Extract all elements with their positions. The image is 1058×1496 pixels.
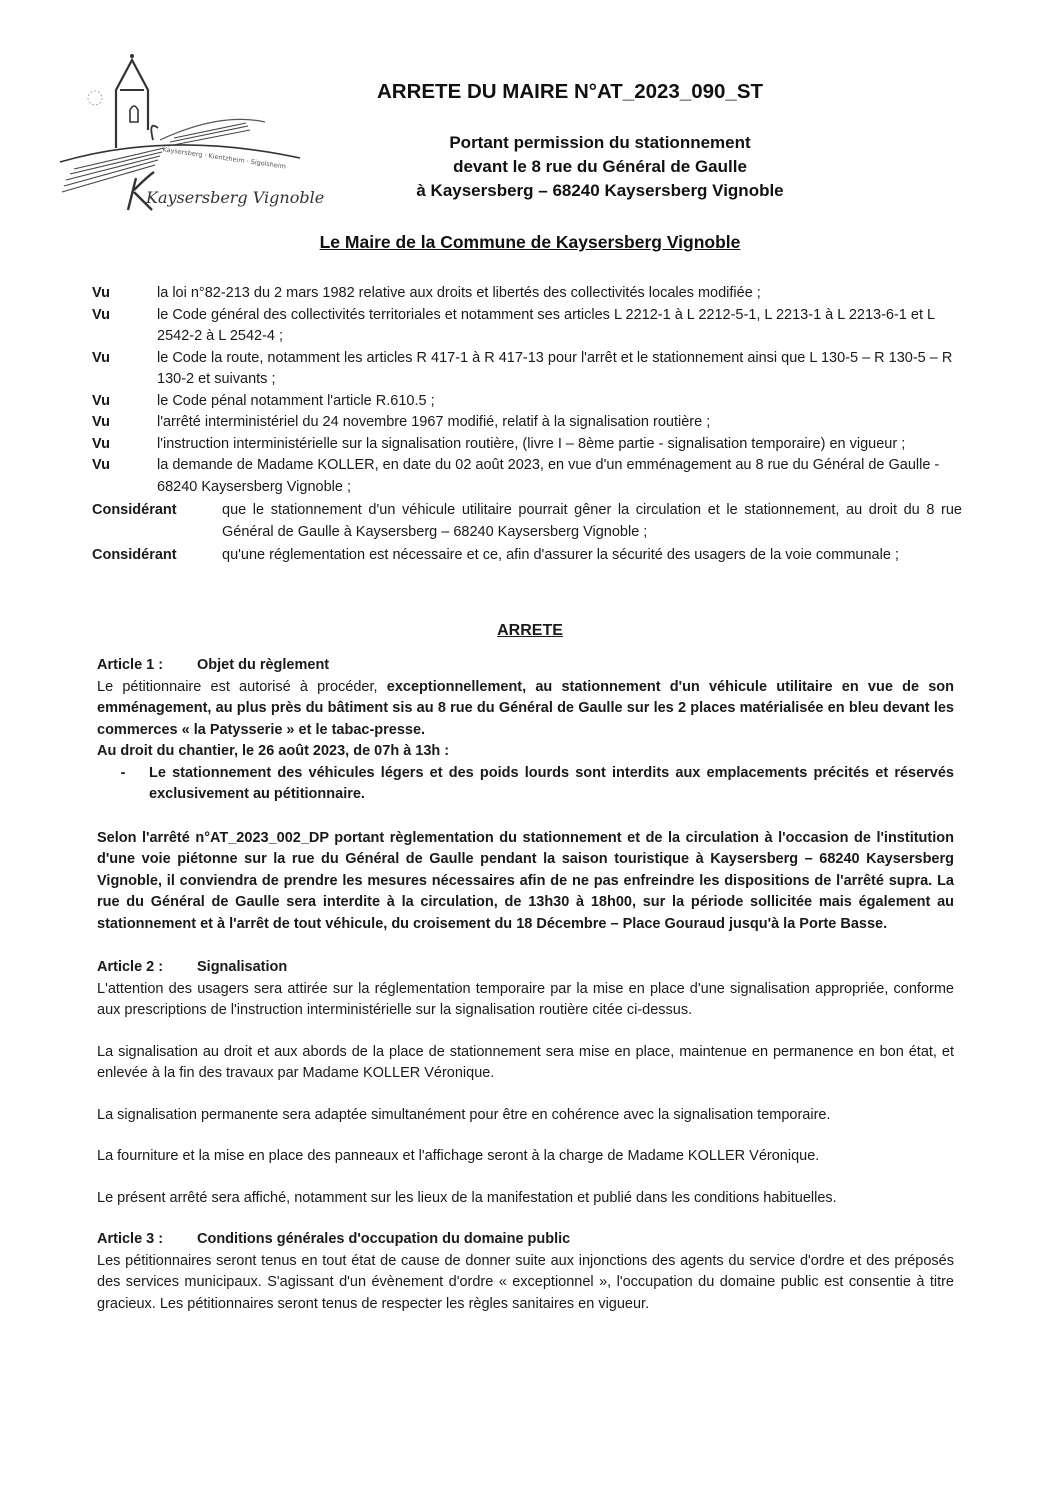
article-2-paragraph: La fourniture et la mise en place des panneaux et l'affichage seront à la charge de Madame KOLLER Véronique. [97, 1148, 820, 1164]
vu-item [92, 412, 962, 434]
logo-tagline: Kaysersberg · Kientzheim · Sigolsheim [162, 145, 287, 171]
article-1-schedule: Au droit du chantier, le 26 août 2023, de 07h à 13h : [97, 743, 450, 759]
considerant-text: qu'une réglementation est nécessaire et ce, afin d'assurer la sécurité des usagers de la voie communale ; [222, 547, 899, 563]
article-number: Article 1 : [97, 657, 164, 673]
article-3-heading [97, 1229, 954, 1251]
vu-label: Vu [92, 414, 110, 430]
bullet-text: Le stationnement des véhicules légers et des poids lourds sont interdits aux emplacements précités et réservés exclusivement au pétitionnaire. [149, 764, 954, 802]
vu-label: Vu [92, 285, 110, 301]
vu-item [92, 391, 962, 413]
vu-label: Vu [92, 392, 110, 409]
articles-body [97, 655, 954, 1315]
article-1-paragraph [97, 677, 954, 742]
subtitle-line: Portant permission du stationnement [449, 133, 751, 152]
vu-label: Vu [92, 435, 110, 452]
considerant-item [92, 545, 962, 567]
municipal-logo [50, 50, 325, 220]
vu-item [92, 455, 962, 498]
article-2-paragraph: La signalisation au droit et aux abords de la place de stationnement sera mise en place, maintenue en permanence en bon état, et enlevée à la fin des travaux par Madame KOLLER Véronique. [97, 1043, 954, 1081]
vu-item [92, 348, 962, 391]
article-1-bullet [97, 763, 954, 806]
vu-item [92, 305, 962, 348]
article-title: Objet du règlement [197, 657, 330, 673]
vu-text: l'instruction interministérielle sur la signalisation routière, (livre I – 8ème partie - signalisation temporaire) en vigueur ; [157, 435, 906, 452]
considerant-item [92, 500, 962, 543]
arrete-heading: ARRETE [497, 622, 563, 639]
mayor-heading: Le Maire de la Commune de Kaysersberg Vignoble [319, 232, 741, 252]
paragraph-bold-text: exceptionnellement, au stationnement d'un véhicule utilitaire en vue de son emménagement, au plus près du bâtiment sis au 8 rue du Général de Gaulle sur les 2 places matérialisée en bleu devant les commerces « la Patysserie » et le tabac-presse. [97, 678, 955, 738]
article-1-heading [97, 655, 954, 677]
vu-text: la demande de Madame KOLLER, en date du 02 août 2023, en vue d'un emménagement au 8 rue du Général de Gaulle - 68240 Kaysersberg Vignoble ; [157, 457, 940, 495]
article-number: Article 2 : [97, 959, 164, 975]
vu-label: Vu [92, 457, 110, 473]
article-2-heading [97, 957, 954, 979]
vu-item [92, 283, 962, 305]
document-subtitle [360, 131, 840, 203]
vu-label: Vu [92, 349, 110, 366]
vu-text: l'arrêté interministériel du 24 novembre 1967 modifié, relatif à la signalisation routière ; [157, 414, 711, 430]
subtitle-line: à Kaysersberg – 68240 Kaysersberg Vignoble [416, 181, 784, 200]
bullet-dash: - [120, 764, 126, 781]
article-2-paragraph: La signalisation permanente sera adaptée simultanément pour être en cohérence avec la signalisation temporaire. [97, 1106, 831, 1123]
considerant-label: Considérant [92, 547, 177, 563]
vu-item [92, 434, 962, 456]
subtitle-line: devant le 8 rue du Général de Gaulle [453, 157, 747, 176]
vu-text: le Code la route, notamment les articles R 417-1 à R 417-13 pour l'arrêt et le stationnement ainsi que L 130-5 – R 130-5 – R 130-2 et suivants ; [157, 349, 953, 387]
vu-text: le Code général des collectivités territoriales et notamment ses articles L 2212-1 à L 2212-5-1, L 2213-1 à L 2213-6-1 et L 2542-2 à L 2542-4 ; [157, 306, 935, 344]
article-title: Conditions générales d'occupation du domaine public [197, 1231, 571, 1247]
article-number: Article 3 : [97, 1231, 164, 1247]
paragraph-text: Le pétitionnaire est autorisé à procéder, [97, 678, 387, 695]
considerant-label: Considérant [92, 502, 177, 518]
vu-list [92, 283, 962, 567]
article-2-paragraph: Le présent arrêté sera affiché, notamment sur les lieux de la manifestation et publié dans les conditions habituelles. [97, 1189, 837, 1206]
vu-text: le Code pénal notamment l'article R.610.5 ; [157, 392, 435, 409]
logo-brand-text: Kaysersberg Vignoble [146, 188, 325, 207]
article-title: Signalisation [197, 959, 288, 975]
document-title: ARRETE DU MAIRE N°AT_2023_090_ST [376, 80, 764, 103]
vu-text: la loi n°82-213 du 2 mars 1982 relative aux droits et libertés des collectivités locales modifiée ; [157, 285, 761, 301]
considerant-text: que le stationnement d'un véhicule utilitaire pourrait gêner la circulation et le stationnement, au droit du 8 rue Général de Gaulle à Kaysersberg – 68240 Kaysersberg Vignoble ; [222, 502, 962, 540]
article-1-pedestrian-note: Selon l'arrêté n°AT_2023_002_DP portant règlementation du stationnement et de la circulation à l'occasion de l'institution d'une voie piétonne sur la rue du Général de Gaulle pendant la saison touristique à Kaysersberg – 68240 Kaysersberg Vignoble, il conviendra de prendre les mesures nécessaires afin de ne pas enfreindre les dispositions de l'arrêté supra. La rue du Général de Gaulle sera interdite à la circulation, de 13h30 à 18h00, sur la période sollicitée mais également au stationnement et à l'arrêt de tout véhicule, du croisement du 18 Décembre – Place Gouraud jusqu'à la Porte Basse. [97, 829, 954, 932]
article-2-paragraph: L'attention des usagers sera attirée sur la réglementation temporaire par la mise en place d'une signalisation appropriée, conforme aux prescriptions de l'instruction interministérielle sur la signalisation routière citée ci-dessus. [97, 980, 954, 1018]
article-3-paragraph: Les pétitionnaires seront tenus en tout état de cause de donner suite aux injonctions des agents du service d'ordre et des préposés des services municipaux. S'agissant d'un évènement d'ordre « exceptionnel », l'occupation du domaine public est consentie à titre gracieux. Les pétitionnaires seront tenus de respecter les règles sanitaires en vigueur. [97, 1252, 954, 1312]
vu-label: Vu [92, 306, 110, 323]
